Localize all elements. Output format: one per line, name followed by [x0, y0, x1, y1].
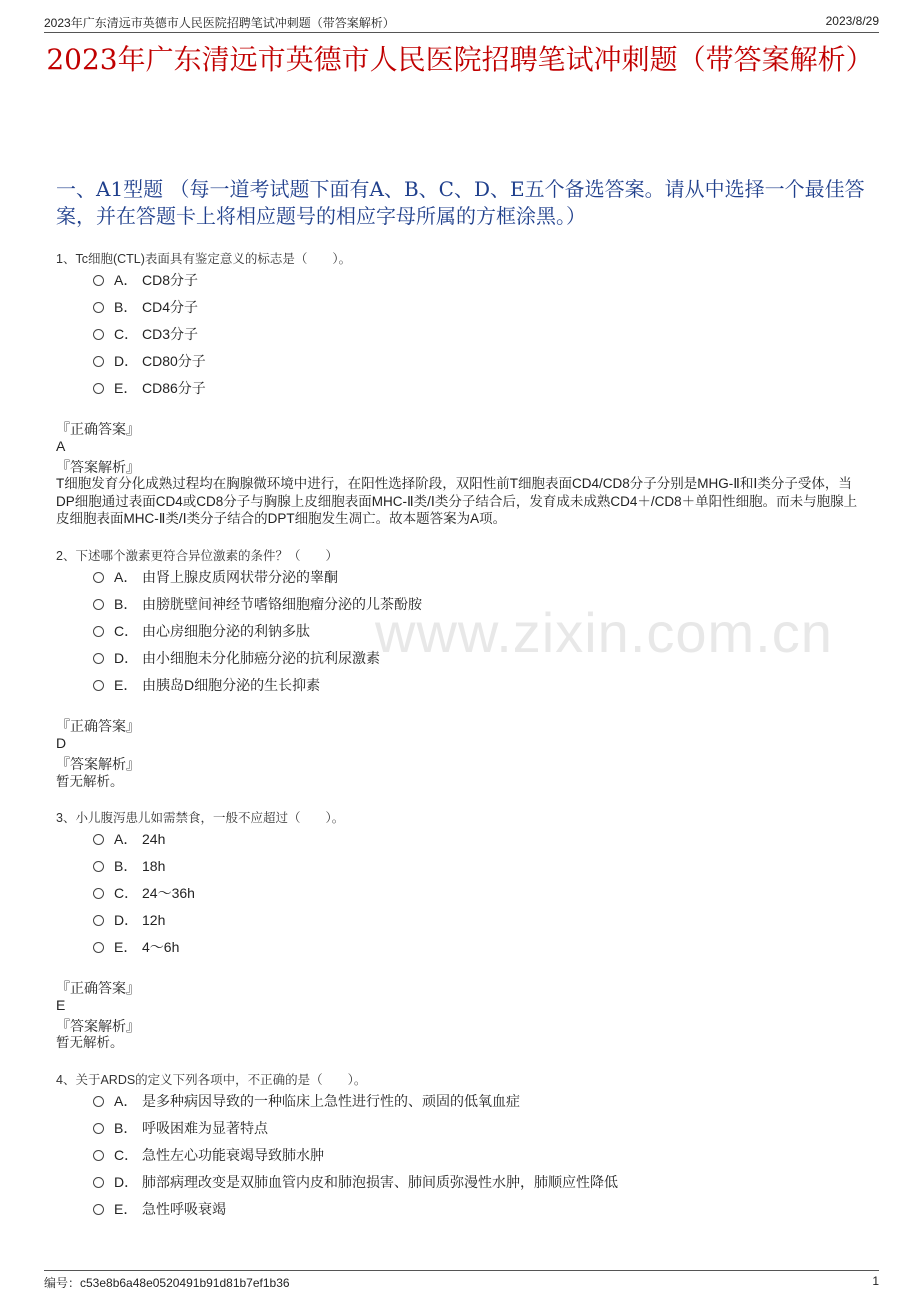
question-4-stem: 4、关于ARDS的定义下列各项中，不正确的是（ ）。: [56, 1073, 367, 1087]
radio-icon[interactable]: [93, 302, 104, 313]
q2-option-a[interactable]: A． 由肾上腺皮质网状带分泌的睾酮: [93, 567, 338, 587]
page-header: [44, 12, 879, 33]
radio-icon[interactable]: [93, 275, 104, 286]
q3-explanation-text: 暂无解析。: [56, 1035, 124, 1050]
q1-option-e[interactable]: E． CD86分子: [93, 378, 206, 398]
q1-answer-value: A: [56, 438, 66, 454]
radio-icon[interactable]: [93, 383, 104, 394]
header-title: 2023年广东清远市英德市人民医院招聘笔试冲刺题（带答案解析）: [44, 16, 395, 30]
document-code: 编号：c53e8b6a48e0520491b91d81b7ef1b36: [44, 1276, 290, 1290]
radio-icon[interactable]: [93, 1096, 104, 1107]
question-3-stem: 3、小儿腹泻患儿如需禁食，一般不应超过（ ）。: [56, 811, 345, 825]
radio-icon[interactable]: [93, 572, 104, 583]
q3-option-e[interactable]: E． 4～6h: [93, 937, 179, 957]
radio-icon[interactable]: [93, 1123, 104, 1134]
q2-explanation-text: 暂无解析。: [56, 774, 124, 789]
q1-answer-label: 『正确答案』: [56, 421, 140, 437]
radio-icon[interactable]: [93, 942, 104, 953]
q1-option-a[interactable]: A． CD8分子: [93, 270, 198, 290]
q4-option-b[interactable]: B． 呼吸困难为显著特点: [93, 1118, 268, 1138]
q1-explanation-text: T细胞发育分化成熟过程均在胸腺微环境中进行，在阳性选择阶段，双阳性前T细胞表面CD4/CD8分子分别是MHG-Ⅱ和Ⅰ类分子受体，当DP细胞通过表面CD4或CD8分子与胸腺上皮细胞表面MHC-Ⅱ类/Ⅰ类分子结合后，发育成未成熟CD4＋/CD8＋单阳性细胞。而未与胞腺上皮细胞表面MHC-Ⅱ类/Ⅰ类分子结合的DPT细胞发生凋亡。故本题答案为A项。: [56, 476, 858, 526]
question-2-stem: 2、下述哪个激素更符合异位激素的条件？（ ）: [56, 549, 338, 563]
radio-icon[interactable]: [93, 1177, 104, 1188]
q2-option-d[interactable]: D． 由小细胞未分化肺癌分泌的抗利尿激素: [93, 648, 380, 668]
radio-icon[interactable]: [93, 888, 104, 899]
q4-option-d[interactable]: D． 肺部病理改变是双肺血管内皮和肺泡损害、肺间质弥漫性水肿，肺顺应性降低: [93, 1172, 618, 1192]
radio-icon[interactable]: [93, 626, 104, 637]
radio-icon[interactable]: [93, 599, 104, 610]
q2-option-c[interactable]: C． 由心房细胞分泌的利钠多肽: [93, 621, 310, 641]
document-title: 2023年广东清远市英德市人民医院招聘笔试冲刺题（带答案解析）: [46, 43, 874, 76]
radio-icon[interactable]: [93, 1150, 104, 1161]
radio-icon[interactable]: [93, 680, 104, 691]
q2-explanation-label: 『答案解析』: [56, 756, 140, 772]
q2-option-e[interactable]: E． 由胰岛D细胞分泌的生长抑素: [93, 675, 320, 695]
q1-option-d[interactable]: D． CD80分子: [93, 351, 206, 371]
q3-option-c[interactable]: C． 24～36h: [93, 883, 195, 903]
q2-option-b[interactable]: B． 由膀胱壁间神经节嗜铬细胞瘤分泌的儿茶酚胺: [93, 594, 422, 614]
radio-icon[interactable]: [93, 1204, 104, 1215]
q4-option-c[interactable]: C． 急性左心功能衰竭导致肺水肿: [93, 1145, 324, 1165]
q4-option-a[interactable]: A． 是多种病因导致的一种临床上急性进行性的、顽固的低氧血症: [93, 1091, 520, 1111]
page-number: 1: [872, 1274, 879, 1288]
q3-answer-value: E: [56, 997, 66, 1013]
q3-option-a[interactable]: A． 24h: [93, 829, 165, 849]
radio-icon[interactable]: [93, 329, 104, 340]
q1-explanation-label: 『答案解析』: [56, 459, 140, 475]
radio-icon[interactable]: [93, 861, 104, 872]
q3-answer-label: 『正确答案』: [56, 980, 140, 996]
q1-option-b[interactable]: B． CD4分子: [93, 297, 198, 317]
question-1-stem: 1、Tc细胞(CTL)表面具有鉴定意义的标志是（ ）。: [56, 252, 352, 266]
radio-icon[interactable]: [93, 834, 104, 845]
page-footer: [44, 1270, 879, 1291]
header-date: 2023/8/29: [825, 14, 879, 28]
section-heading: 一、A1型题 （每一道考试题下面有A、B、C、D、E五个备选答案。请从中选择一个最佳答案，并在答题卡上将相应题号的相应字母所属的方框涂黑。）: [56, 177, 865, 228]
radio-icon[interactable]: [93, 915, 104, 926]
q2-answer-value: D: [56, 735, 67, 751]
q3-option-d[interactable]: D． 12h: [93, 910, 165, 930]
q1-option-c[interactable]: C． CD3分子: [93, 324, 198, 344]
q2-answer-label: 『正确答案』: [56, 718, 140, 734]
q4-option-e[interactable]: E． 急性呼吸衰竭: [93, 1199, 226, 1219]
radio-icon[interactable]: [93, 653, 104, 664]
radio-icon[interactable]: [93, 356, 104, 367]
q3-option-b[interactable]: B． 18h: [93, 856, 165, 876]
q3-explanation-label: 『答案解析』: [56, 1018, 140, 1034]
watermark: www.zixin.com.cn: [375, 601, 833, 664]
